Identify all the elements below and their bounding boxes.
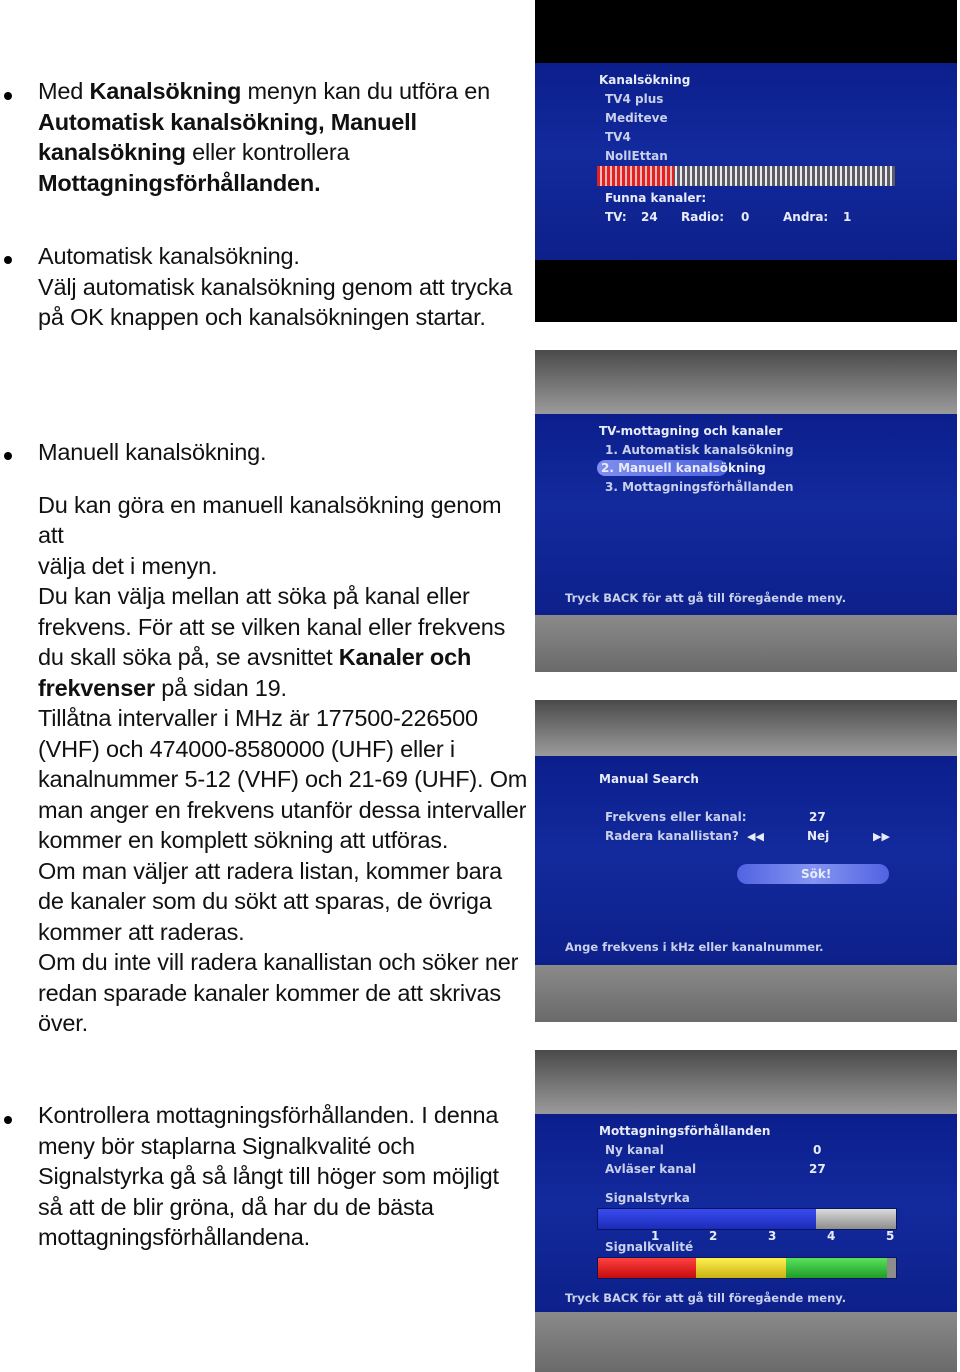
menu-title: Mottagningsförhållanden bbox=[599, 1124, 771, 1138]
text-line bbox=[38, 272, 528, 303]
gray-band-bottom bbox=[535, 615, 957, 672]
text-run: Automatisk kanalsökning. bbox=[38, 243, 300, 269]
other-label: Andra: bbox=[783, 210, 829, 224]
signal-strength-bar bbox=[597, 1208, 897, 1230]
text-run: de kanaler som du sökt att sparas, de övriga bbox=[38, 888, 492, 914]
text-line bbox=[38, 468, 528, 490]
screenshot-manual-search bbox=[535, 700, 957, 1022]
bold-term: Mottagningsförhållanden. bbox=[38, 169, 321, 196]
text-run: redan sparade kanaler kommer de att skrivas bbox=[38, 979, 501, 1006]
text-line bbox=[38, 642, 528, 673]
gray-band-bottom bbox=[535, 1312, 957, 1372]
text-line bbox=[38, 734, 528, 765]
bold-term: frekvenser bbox=[38, 674, 155, 701]
tv-label: TV: bbox=[605, 210, 627, 224]
screenshot-reception bbox=[535, 1050, 957, 1372]
channel-item: NollEttan bbox=[605, 149, 668, 163]
text-run: kommer att raderas. bbox=[38, 918, 245, 945]
text-line bbox=[38, 825, 528, 856]
gray-band-top bbox=[535, 700, 957, 756]
menu-panel bbox=[535, 1114, 957, 1312]
new-channel-label: Ny kanal bbox=[605, 1143, 664, 1157]
text-line bbox=[38, 76, 528, 107]
search-progress-bar bbox=[597, 166, 895, 186]
text-run: kommer en komplett sökning att utföras. bbox=[38, 827, 449, 853]
menu-footer-hint: Ange frekvens i kHz eller kanalnummer. bbox=[565, 940, 824, 954]
bullet-reception bbox=[4, 1116, 12, 1124]
text-line bbox=[38, 612, 528, 643]
scale-tick: 5 bbox=[886, 1229, 895, 1243]
text-line bbox=[38, 302, 528, 333]
rewind-icon[interactable]: ◀◀ bbox=[747, 830, 764, 843]
channel-item: Mediteve bbox=[605, 111, 668, 125]
frequency-value[interactable]: 27 bbox=[809, 810, 826, 824]
other-count: 1 bbox=[843, 210, 852, 224]
text-line bbox=[38, 241, 528, 272]
signal-quality-bar bbox=[597, 1257, 897, 1279]
text-line bbox=[38, 856, 528, 887]
text-run: välja det i menyn. bbox=[38, 552, 218, 579]
signal-strength-label: Signalstyrka bbox=[605, 1191, 690, 1205]
text-run: Du kan göra en manuell kanalsökning genom att bbox=[38, 491, 502, 548]
menu-footer-hint: Tryck BACK för att gå till föregående meny. bbox=[565, 1291, 847, 1305]
gray-band-bottom bbox=[535, 965, 957, 1022]
text-run: du skall söka på, se avsnittet bbox=[38, 644, 339, 670]
fast-forward-icon[interactable]: ▶▶ bbox=[873, 830, 890, 843]
scale-tick: 1 bbox=[651, 1229, 660, 1243]
text-line bbox=[38, 581, 528, 612]
scale-tick: 2 bbox=[709, 1229, 718, 1243]
text-line bbox=[38, 551, 528, 582]
text-run: Du kan välja mellan att söka på kanal eller bbox=[38, 583, 470, 609]
text-line bbox=[38, 917, 528, 948]
quality-segment-red bbox=[598, 1258, 696, 1278]
quality-segment-green bbox=[786, 1258, 887, 1278]
text-run: Manuell kanalsökning. bbox=[38, 439, 267, 465]
found-channels-label: Funna kanaler: bbox=[605, 191, 707, 205]
menu-panel bbox=[535, 414, 957, 615]
search-progress-fill bbox=[597, 166, 674, 186]
text-line bbox=[38, 137, 528, 168]
text-line bbox=[38, 703, 528, 734]
text-run: Välj automatisk kanalsökning genom att trycka bbox=[38, 273, 513, 300]
text-run: Kontrollera mottagningsförhållanden. I denna bbox=[38, 1102, 499, 1128]
text-line bbox=[38, 1131, 528, 1162]
signal-quality-fill bbox=[598, 1258, 887, 1278]
menu-title: Manual Search bbox=[599, 772, 699, 786]
text-line bbox=[38, 490, 528, 551]
text-run: kanalnummer 5-12 (VHF) och 21-69 (UHF). Om bbox=[38, 766, 528, 792]
search-button[interactable] bbox=[737, 864, 889, 884]
text-line bbox=[38, 795, 528, 826]
menu-panel bbox=[535, 756, 957, 965]
bold-term: Automatisk kanalsökning, Manuell bbox=[38, 108, 417, 135]
text-run: på OK knappen och kanalsökningen startar. bbox=[38, 304, 486, 330]
text-line bbox=[38, 168, 528, 199]
text-line bbox=[38, 1192, 528, 1223]
text-line bbox=[38, 1100, 528, 1131]
screenshot-channel-search bbox=[535, 0, 957, 322]
manual-paragraph bbox=[38, 437, 528, 1039]
menu-footer-hint: Tryck BACK för att gå till föregående meny. bbox=[565, 591, 847, 605]
text-run: eller kontrollera bbox=[185, 139, 350, 165]
text-line bbox=[38, 886, 528, 917]
bullet-intro bbox=[4, 92, 12, 100]
text-run: så att de blir gröna, då har du de bästa bbox=[38, 1193, 434, 1220]
text-run: Signalstyrka gå så långt till höger som möjligt bbox=[38, 1163, 499, 1189]
text-line bbox=[38, 947, 528, 978]
frequency-label: Frekvens eller kanal: bbox=[605, 810, 747, 824]
bullet-manual bbox=[4, 452, 12, 460]
bold-term: Kanalsökning bbox=[89, 78, 242, 104]
text-line bbox=[38, 978, 528, 1009]
search-button-label: Sök! bbox=[801, 867, 832, 881]
text-run: Tillåtna intervaller i MHz är 177500-226500 bbox=[38, 705, 478, 731]
text-run: man anger en frekvens utanför dessa intervaller bbox=[38, 796, 527, 823]
screenshot-tv-menu bbox=[535, 350, 957, 672]
auto-paragraph bbox=[38, 241, 528, 333]
signal-quality-label: Signalkvalité bbox=[605, 1240, 694, 1254]
text-line bbox=[38, 107, 528, 138]
menu-item-manual-search[interactable]: 2. Manuell kanalsökning bbox=[601, 461, 766, 475]
menu-title: TV-mottagning och kanaler bbox=[599, 424, 783, 438]
text-run: frekvens. För att se vilken kanal eller frekvens bbox=[38, 613, 506, 640]
bold-term: kanalsökning bbox=[38, 139, 186, 165]
text-run: (VHF) och 474000-8580000 (UHF) eller i bbox=[38, 735, 455, 762]
text-run: Om man väljer att radera listan, kommer bara bbox=[38, 857, 502, 884]
text-run: menyn kan du utföra en bbox=[241, 78, 490, 104]
menu-title: Kanalsökning bbox=[599, 73, 691, 87]
text-line bbox=[38, 1008, 528, 1039]
text-run: Om du inte vill radera kanallistan och söker ner bbox=[38, 949, 519, 975]
read-channel-value: 27 bbox=[809, 1162, 826, 1176]
reception-paragraph bbox=[38, 1100, 528, 1253]
text-line bbox=[38, 1222, 528, 1253]
channel-item: TV4 plus bbox=[605, 92, 664, 106]
scale-tick: 4 bbox=[827, 1229, 836, 1243]
menu-panel bbox=[535, 63, 957, 260]
signal-strength-fill bbox=[598, 1209, 816, 1229]
gray-band-top bbox=[535, 1050, 957, 1114]
intro-paragraph bbox=[38, 76, 528, 198]
new-channel-value: 0 bbox=[813, 1143, 822, 1157]
read-channel-label: Avläser kanal bbox=[605, 1162, 697, 1176]
tv-count: 24 bbox=[641, 210, 658, 224]
menu-item-auto-search[interactable]: 1. Automatisk kanalsökning bbox=[605, 443, 794, 457]
quality-segment-yellow bbox=[696, 1258, 786, 1278]
text-line bbox=[38, 1161, 528, 1192]
bold-term: Kanaler och bbox=[338, 644, 472, 670]
radio-count: 0 bbox=[741, 210, 750, 224]
text-run: mottagningsförhållandena. bbox=[38, 1224, 310, 1250]
delete-list-label: Radera kanallistan? bbox=[605, 829, 739, 843]
menu-item-reception[interactable]: 3. Mottagningsförhållanden bbox=[605, 480, 794, 494]
scale-tick: 3 bbox=[768, 1229, 777, 1243]
channel-item: TV4 bbox=[605, 130, 631, 144]
text-run: meny bör staplarna Signalkvalité och bbox=[38, 1132, 415, 1159]
text-run: på sidan 19. bbox=[154, 674, 287, 701]
bullet-auto bbox=[4, 256, 12, 264]
text-line bbox=[38, 437, 528, 468]
radio-label: Radio: bbox=[681, 210, 725, 224]
text-line bbox=[38, 673, 528, 704]
text-line bbox=[38, 764, 528, 795]
text-run: Med bbox=[38, 78, 90, 104]
delete-list-value[interactable]: Nej bbox=[807, 829, 830, 843]
text-run: över. bbox=[38, 1010, 88, 1036]
gray-band-top bbox=[535, 350, 957, 414]
